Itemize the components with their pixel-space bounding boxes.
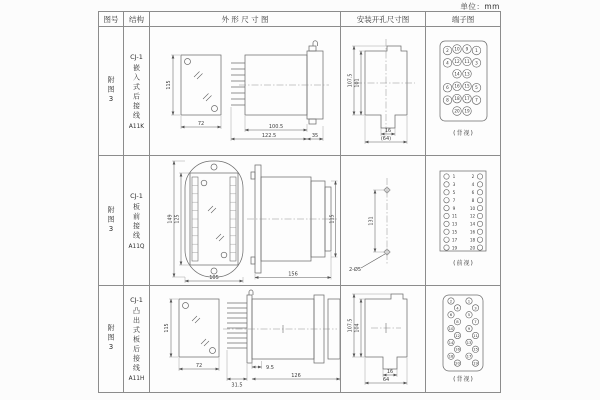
type-code: A11H <box>128 376 145 383</box>
cell-structure-row1 <box>124 27 150 156</box>
svg-text:17: 17 <box>466 353 471 359</box>
model-label: CJ-1 <box>130 191 143 200</box>
terminal-pins <box>443 173 482 250</box>
svg-text:8: 8 <box>455 319 459 325</box>
terminal-pins <box>447 298 478 367</box>
dim-notch-width: 16 <box>386 369 394 375</box>
side-view <box>231 41 329 141</box>
dim-inner-height: 101 <box>355 78 361 88</box>
dim-front-height: 115 <box>166 80 172 90</box>
dim-front-width: 105 <box>208 275 219 281</box>
svg-text:4: 4 <box>445 60 449 66</box>
svg-text:8: 8 <box>445 97 449 103</box>
svg-text:19: 19 <box>451 244 457 250</box>
dim-total-length: 122.5 <box>261 133 276 139</box>
svg-text:5: 5 <box>452 189 455 195</box>
svg-text:6: 6 <box>445 85 449 91</box>
dim-inner-height: 104 <box>355 323 361 333</box>
svg-text:10: 10 <box>448 326 453 331</box>
svg-text:11: 11 <box>472 332 478 338</box>
svg-text:2: 2 <box>449 298 452 304</box>
structure-name: 凸出式板后接线 <box>132 306 141 374</box>
svg-text:9: 9 <box>465 46 468 52</box>
dim-cutout-width: 64 <box>382 377 390 383</box>
svg-text:3: 3 <box>474 60 478 66</box>
svg-text:13: 13 <box>466 339 471 345</box>
svg-text:7: 7 <box>452 197 455 203</box>
hole-spec-label: 2-Ø5 <box>348 266 362 273</box>
terminal-pins <box>443 45 481 116</box>
svg-text:12: 12 <box>454 332 460 338</box>
svg-text:9: 9 <box>467 326 470 331</box>
dim-outer-height: 107.5 <box>348 73 354 88</box>
structure-name: 嵌入式后接线 <box>132 63 141 121</box>
svg-text:8: 8 <box>471 197 474 203</box>
dim-flange-height: 149 <box>168 214 173 224</box>
cell-terminal-row1 <box>426 27 501 156</box>
svg-text:20: 20 <box>454 360 460 366</box>
svg-text:17: 17 <box>463 96 470 102</box>
mounting-drawing-a11h <box>341 287 425 391</box>
cell-outline-row2 <box>150 156 341 286</box>
dim-outer-height: 107.5 <box>348 318 354 333</box>
svg-text:1: 1 <box>474 48 478 53</box>
cell-terminal-row2 <box>426 156 501 286</box>
dim-side-length: 156 <box>287 271 298 278</box>
svg-text:15: 15 <box>451 229 457 234</box>
svg-text:5: 5 <box>467 312 470 318</box>
svg-text:20: 20 <box>453 108 460 114</box>
fig-no-label: 附图3 <box>107 76 115 106</box>
dim-flange-depth: 35 <box>311 133 318 139</box>
svg-text:16: 16 <box>453 83 460 89</box>
svg-text:13: 13 <box>451 221 457 227</box>
dim-inner-height: 125 <box>175 214 180 224</box>
header-structure: 结构 <box>124 12 150 27</box>
svg-text:11: 11 <box>463 58 470 64</box>
svg-text:19: 19 <box>472 360 478 366</box>
terminal-diagram-a11h <box>427 292 500 386</box>
dim-side-height: 115 <box>329 214 335 224</box>
header-outline: 外 形 尺 寸 图 <box>150 12 341 27</box>
svg-text:1: 1 <box>467 298 470 304</box>
terminal-diagram-a11q <box>427 165 500 277</box>
cell-mounting-row2 <box>341 156 426 286</box>
front-view <box>167 161 243 283</box>
cell-fig-no-row1 <box>99 27 124 156</box>
structure-name: 板前接线 <box>132 202 141 241</box>
type-code: A11K <box>128 123 145 130</box>
cell-structure-row3 <box>124 286 150 393</box>
cell-mounting-row3 <box>341 286 426 393</box>
mounting-drawing-a11q <box>341 168 425 274</box>
dim-front-width: 72 <box>195 363 202 369</box>
dim-body-length: 126 <box>290 373 301 379</box>
svg-text:16: 16 <box>469 229 475 234</box>
dim-front-height: 115 <box>164 323 170 333</box>
svg-text:5: 5 <box>474 85 478 91</box>
svg-text:7: 7 <box>473 319 477 325</box>
svg-text:15: 15 <box>472 346 478 352</box>
cell-mounting-row1 <box>341 27 426 156</box>
fig-no-label: 附图3 <box>107 205 115 236</box>
dim-front-width: 72 <box>197 121 204 127</box>
svg-text:10: 10 <box>453 46 460 52</box>
svg-text:1: 1 <box>452 173 455 179</box>
dim-body-length: 100.5 <box>268 124 283 130</box>
mounting-drawing-a11k <box>341 35 425 147</box>
svg-text:9: 9 <box>452 205 455 211</box>
header-mounting: 安装开孔尺寸图 <box>341 12 426 27</box>
outline-drawing-a11h <box>151 287 340 391</box>
type-code: A11Q <box>128 243 145 250</box>
front-view <box>166 55 221 129</box>
svg-text:18: 18 <box>448 353 453 359</box>
svg-text:4: 4 <box>471 181 474 187</box>
svg-text:19: 19 <box>463 108 470 114</box>
unit-label: 单位：mm <box>460 2 500 11</box>
svg-text:6: 6 <box>449 312 452 318</box>
svg-text:14: 14 <box>453 71 460 77</box>
svg-text:20: 20 <box>469 244 475 250</box>
model-label: CJ-1 <box>130 52 143 61</box>
spec-table <box>98 11 501 393</box>
svg-text:3: 3 <box>473 305 477 311</box>
side-view <box>247 165 338 280</box>
front-view <box>164 299 219 371</box>
cell-fig-no-row2 <box>99 156 124 286</box>
svg-text:11: 11 <box>451 213 457 219</box>
svg-text:13: 13 <box>463 71 470 77</box>
svg-text:4: 4 <box>455 305 459 311</box>
svg-text:3: 3 <box>452 181 455 187</box>
terminal-caption: (背视) <box>452 376 474 383</box>
header-terminal: 端子图 <box>426 12 501 27</box>
dim-pin-length: 31.5 <box>230 382 243 389</box>
dim-offset: 9.5 <box>265 365 274 371</box>
svg-text:2: 2 <box>471 173 474 179</box>
cell-terminal-row3 <box>426 286 501 393</box>
dim-hole-pitch: 131 <box>369 215 375 226</box>
model-label: CJ-1 <box>130 295 143 304</box>
cell-fig-no-row3 <box>99 286 124 393</box>
outline-drawing-a11q <box>151 157 340 284</box>
outline-drawing-a11k <box>151 37 340 145</box>
fig-no-label: 附图3 <box>107 324 115 354</box>
svg-text:14: 14 <box>448 339 453 345</box>
svg-text:12: 12 <box>469 213 475 219</box>
svg-text:17: 17 <box>451 236 457 242</box>
terminal-caption: (背视) <box>452 130 474 137</box>
svg-text:12: 12 <box>453 58 460 64</box>
cell-outline-row3 <box>150 286 341 393</box>
dim-notch-width: 16 <box>384 128 392 134</box>
svg-text:18: 18 <box>469 236 475 242</box>
svg-text:6: 6 <box>471 189 474 195</box>
terminal-diagram-a11k <box>427 35 500 147</box>
svg-text:14: 14 <box>469 221 475 227</box>
svg-text:15: 15 <box>463 83 470 89</box>
header-fig-no: 图号 <box>99 12 124 27</box>
terminal-caption: (前视) <box>452 259 474 267</box>
cell-outline-row1 <box>150 27 341 156</box>
svg-text:7: 7 <box>474 97 478 103</box>
side-view <box>223 290 340 389</box>
svg-text:18: 18 <box>453 96 460 102</box>
svg-text:16: 16 <box>454 346 460 352</box>
dim-cutout-width: (64) <box>380 136 392 142</box>
cell-structure-row2 <box>124 156 150 286</box>
svg-text:2: 2 <box>445 48 449 53</box>
svg-text:10: 10 <box>469 205 475 211</box>
